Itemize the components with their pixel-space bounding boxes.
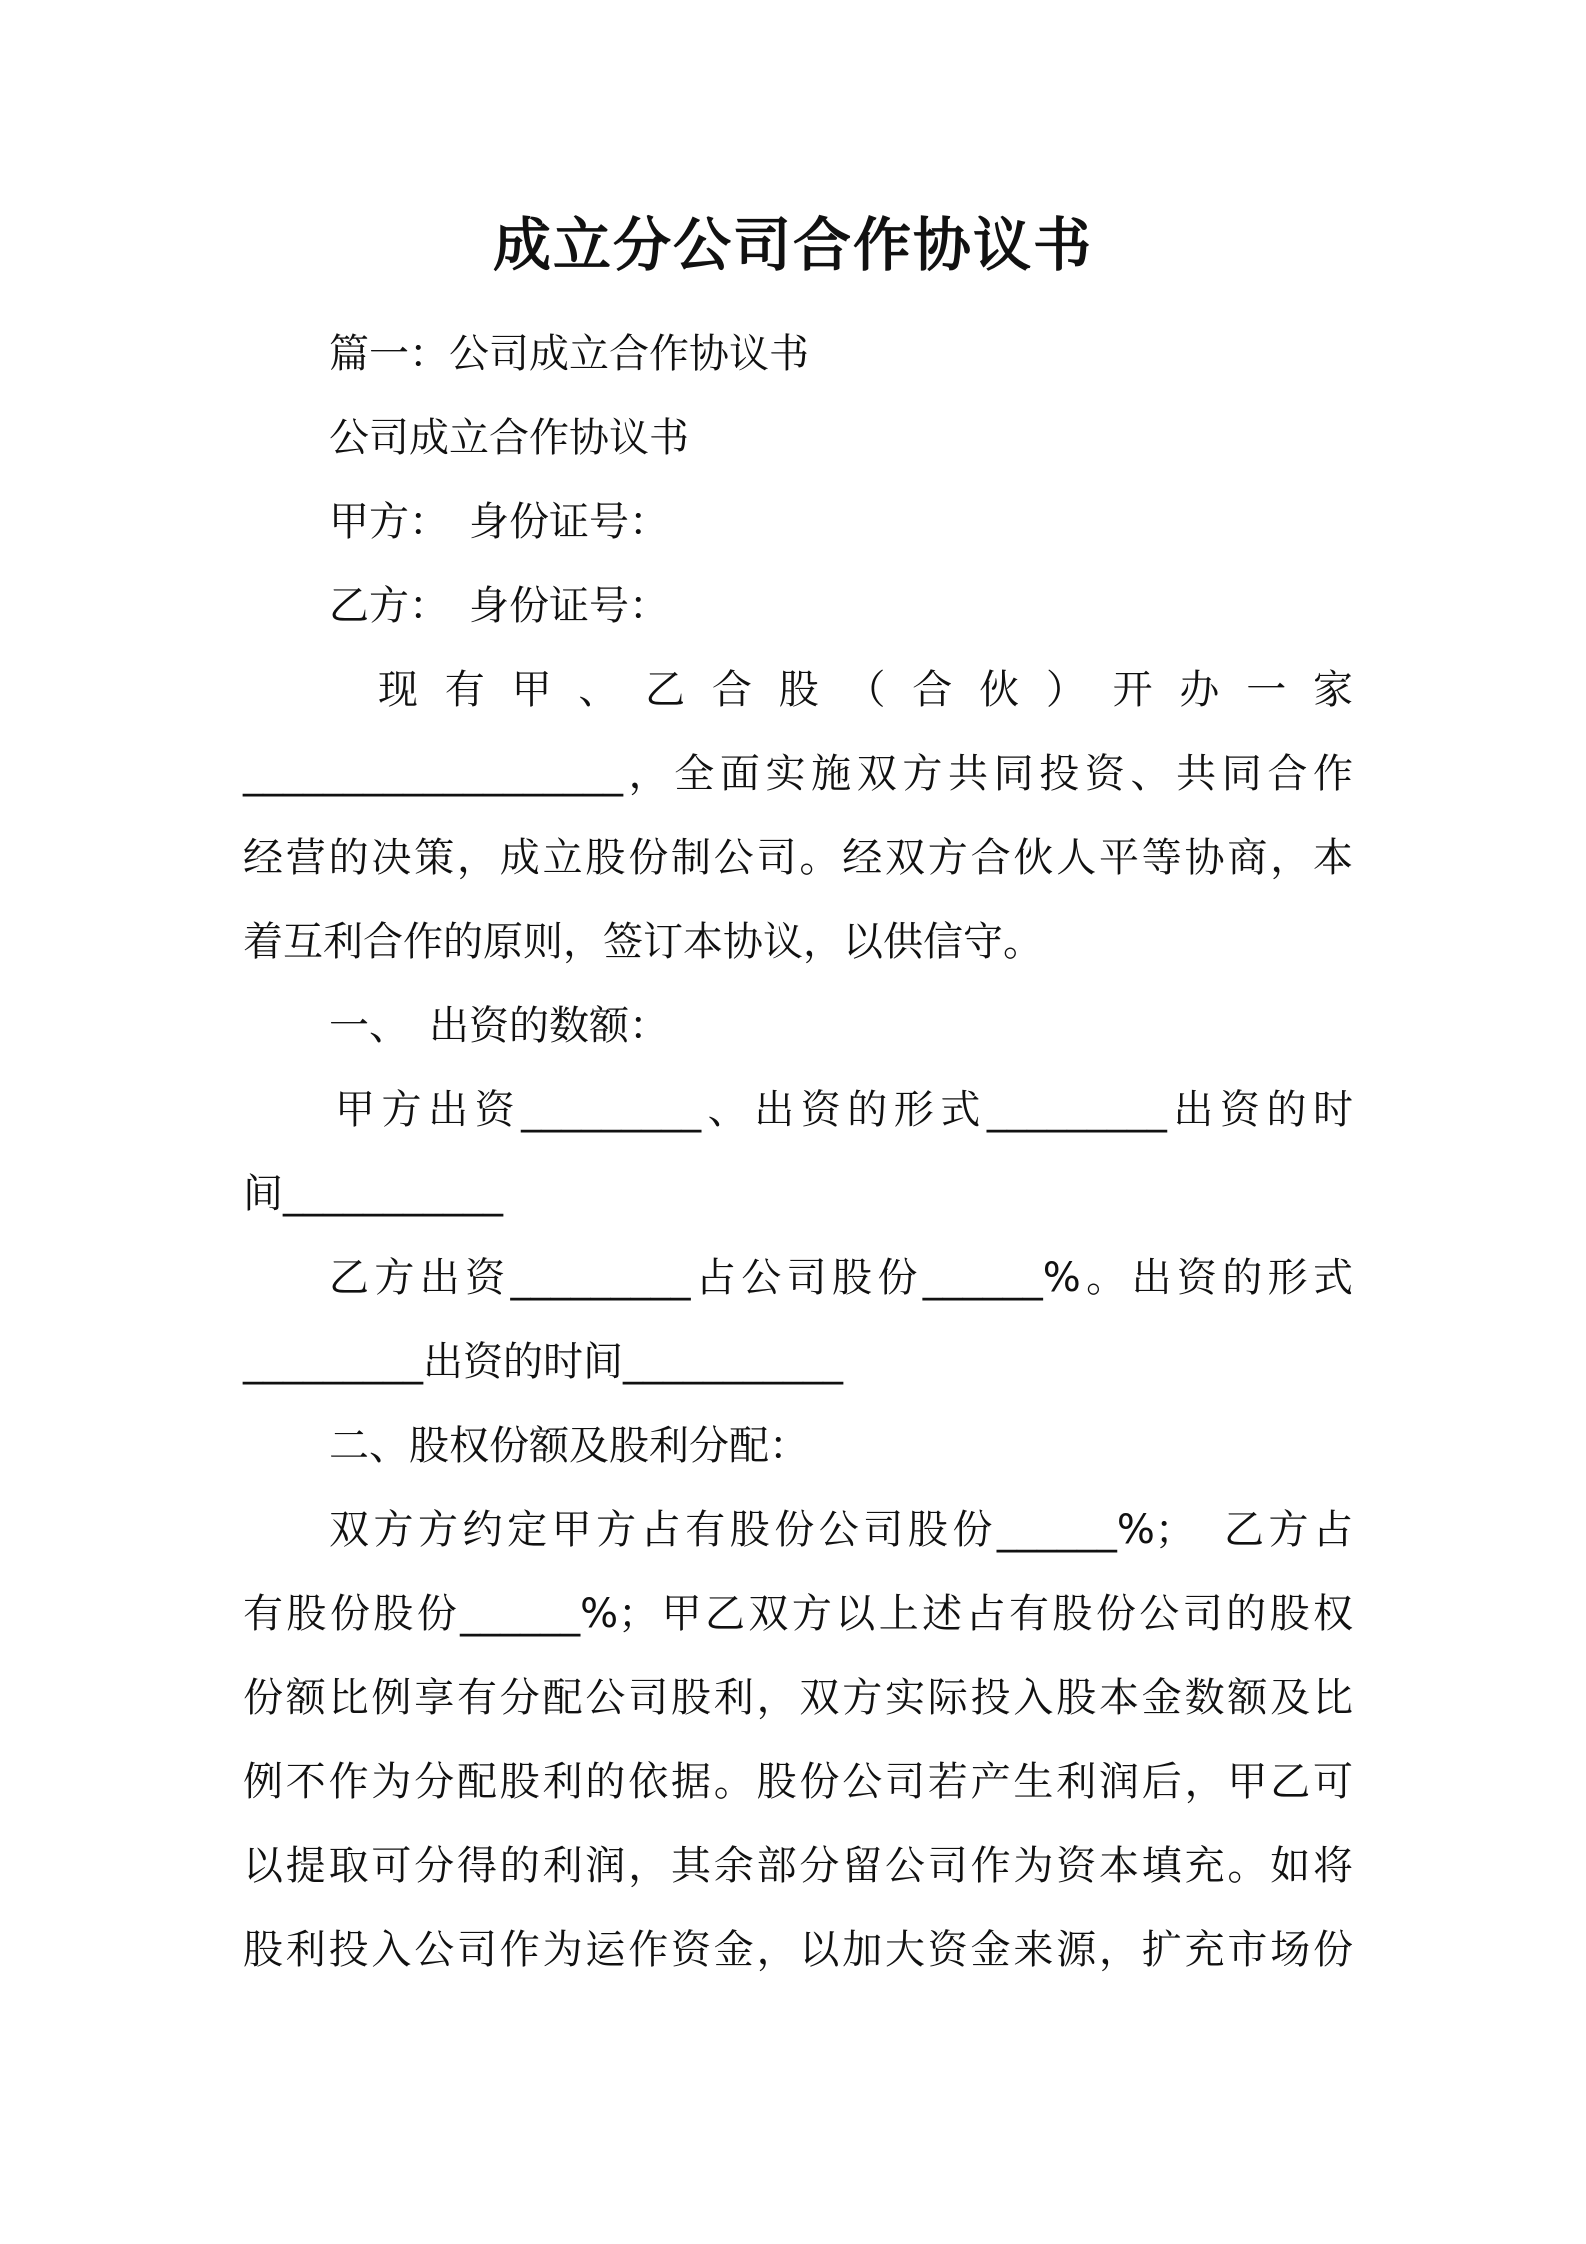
paragraph-line: 现 有 甲 、 乙 合 股 （ 合 伙 ） 开 办 一 家 (378, 667, 1353, 713)
document-title: 成立分公司合作协议书 (492, 211, 1093, 279)
paragraph-line: 乙方出资_________占公司股份______%。出资的形式 (329, 1255, 1353, 1301)
party-a-line: 甲方： 身份证号： (329, 499, 669, 545)
party-b-line: 乙方： 身份证号： (329, 583, 669, 629)
paragraph-line: 例不作为分配股利的依据。股份公司若产生利润后，甲乙可 (243, 1759, 1353, 1805)
paragraph-line: 有股份股份______%；甲乙双方以上述占有股份公司的股权 (243, 1591, 1353, 1637)
paragraph-line: 经营的决策，成立股份制公司。经双方合伙人平等协商，本 (243, 835, 1353, 881)
paragraph-line: ___________________，全面实施双方共同投资、共同合作 (243, 751, 1353, 797)
paragraph-line: 甲方出资_________、出资的形式_________出资的时 (335, 1087, 1353, 1133)
paragraph-line: 以提取可分得的利润，其余部分留公司作为资本填充。如将 (243, 1843, 1353, 1889)
section-heading: 一、 出资的数额： (329, 1003, 669, 1049)
paragraph-line: 股利投入公司作为运作资金，以加大资金来源，扩充市场份 (243, 1927, 1353, 1973)
section-heading: 二、股权份额及股利分配： (329, 1423, 809, 1469)
paragraph-line: 间___________ (243, 1171, 503, 1217)
paragraph-line: 着互利合作的原则，签订本协议，以供信守。 (243, 919, 1043, 965)
section-heading: 篇一：公司成立合作协议书 (329, 331, 809, 377)
paragraph-line: _________出资的时间___________ (243, 1339, 843, 1385)
paragraph-line: 双方方约定甲方占有股份公司股份______%； 乙方占 (329, 1507, 1353, 1553)
paragraph-line: 份额比例享有分配公司股利，双方实际投入股本金数额及比 (243, 1675, 1353, 1721)
subtitle: 公司成立合作协议书 (329, 415, 689, 461)
